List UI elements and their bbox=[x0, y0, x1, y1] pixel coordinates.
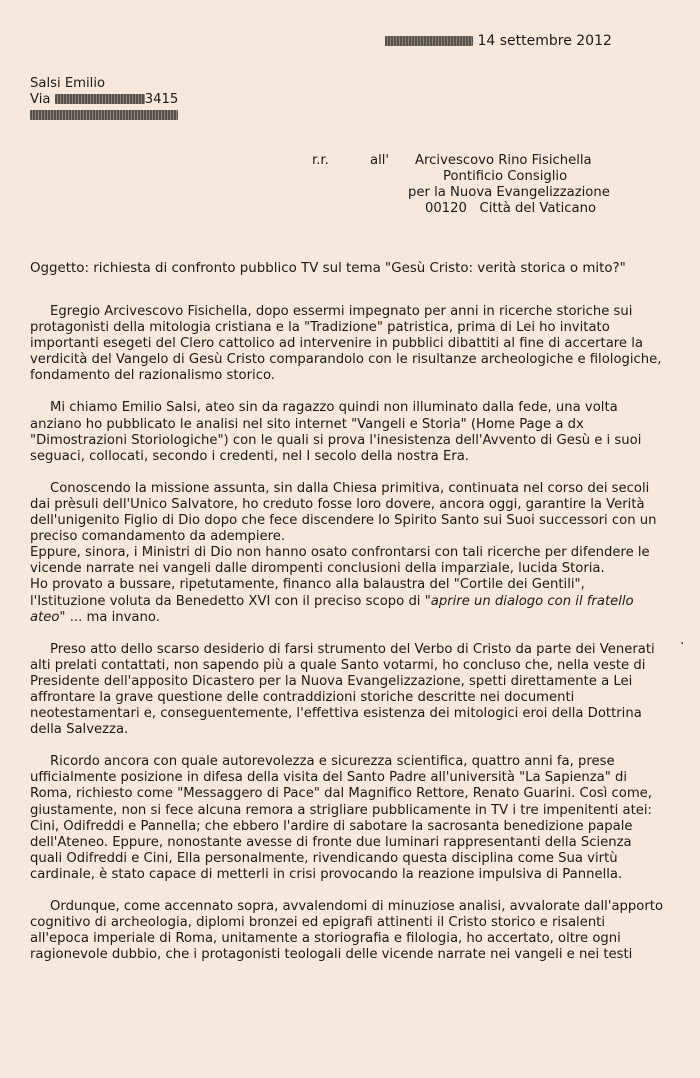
text-line: della Salvezza. bbox=[30, 722, 129, 738]
text-line: Presidente dell'apposito Dicastero per la Nuova Evangelizzazione, spetti direttamente a Lei bbox=[30, 673, 633, 689]
recipient-line-3: per la Nuova Evangelizzazione bbox=[408, 185, 610, 200]
text-line: all'epoca imperiale di Roma, unitamente a storiografia e filologia, ho accertato, oltre ogni bbox=[30, 931, 621, 947]
text-line: dai prèsuli dell'Unico Salvatore, ho creduto fosse loro dovere, ancora oggi, garantire la Verità bbox=[30, 496, 645, 512]
text-line: Ordunque, come accennato sopra, avvalendomi di minuziose analisi, avvalorate dall'apporto bbox=[50, 899, 664, 914]
redacted-street bbox=[55, 94, 145, 104]
text-line: ragionevole dubbio, che i protagonisti teologali delle vicende narrate nei vangeli e nei testi bbox=[30, 947, 633, 963]
text-line: Cini, Odifreddi e Pannella; che ebbero l'ardire di sabotare la sacrosanta benedizione papale bbox=[30, 818, 633, 834]
recipient-line-1: Arcivescovo Rino Fisichella bbox=[415, 153, 592, 168]
text-line: protagonisti della mitologia cristiana e la "Tradizione" patristica, prima di Lei ho invitato bbox=[30, 320, 610, 336]
paragraph-1 bbox=[30, 304, 670, 384]
text-line: verdicità del Vangelo di Gesù Cristo comparandolo con le risultanze archeologiche e filologiche, bbox=[30, 352, 662, 368]
date-line bbox=[385, 33, 612, 49]
text-line: Eppure, sinora, i Ministri di Dio non hanno osato confrontarsi con tali ricerche per difendere le bbox=[30, 545, 650, 561]
text-line bbox=[30, 610, 670, 626]
text-run: ... ma invano. bbox=[65, 609, 160, 625]
text-line: quali Odifreddi e Cini, Ella personalmente, rivendicando questa disciplina come Sua virtù bbox=[30, 850, 618, 866]
recipient-line-4: 00120 Città del Vaticano bbox=[425, 201, 597, 216]
paragraph-3 bbox=[30, 481, 670, 626]
text-line: fondamento del razionalismo storico. bbox=[30, 368, 275, 384]
street-number: 3415 bbox=[144, 92, 179, 107]
all-label: all' bbox=[370, 153, 390, 168]
rr-label: r.r. bbox=[312, 153, 329, 168]
italic-quote: "aprire un dialogo con il fratello bbox=[424, 593, 634, 609]
margin-mark: . bbox=[680, 632, 685, 648]
paragraph-5 bbox=[30, 754, 670, 883]
text-line: dell'unigenito Figlio di Dio dopo che fece discendere lo Spirito Santo sui Suoi successori con un bbox=[30, 513, 657, 529]
paragraph-4 bbox=[30, 642, 670, 739]
text-line: Mi chiamo Emilio Salsi, ateo sin da ragazzo quindi non illuminato dalla fede, una volta bbox=[50, 400, 618, 416]
italic-quote-end: ateo" bbox=[30, 609, 66, 625]
text-line: cardinale, è stato capace di metterli in crisi provocando la reazione impulsiva di Pannella. bbox=[30, 866, 623, 882]
redacted-city bbox=[30, 110, 178, 120]
text-line: alti prelati contattati, non sapendo più a quale Santo votarmi, ho concluso che, nella veste di bbox=[30, 657, 646, 673]
letter-body bbox=[30, 304, 670, 979]
text-line: Ricordo ancora con quale autorevolezza e sicurezza scientifica, quattro anni fa, prese bbox=[50, 754, 615, 770]
redacted-place bbox=[385, 36, 473, 46]
text-line: neotestamentari e, conseguentemente, l'effettiva esistenza dei mitologici eroi della Dottrina bbox=[30, 706, 642, 722]
text-line: anziano ho pubblicato le analisi nel sito internet "Vangeli e Storia" (Home Page a dx bbox=[30, 416, 584, 432]
text-line: importanti esegeti del Clero cattolico ad intervenire in pubblici dibattiti al fine di accertare la bbox=[30, 336, 643, 352]
text-line: ufficialmente posizione in difesa della visita del Santo Padre all'università "La Sapienza" di bbox=[30, 770, 628, 786]
text-line: preciso comandamento da adempiere. bbox=[30, 529, 286, 545]
sender-name: Salsi Emilio bbox=[30, 76, 106, 91]
text-line: Preso atto dello scarso desiderio di farsi strumento del Verbo di Cristo da parte dei Venerati bbox=[50, 641, 655, 657]
paragraph-6 bbox=[30, 899, 670, 963]
subject-line: Oggetto: richiesta di confronto pubblico TV sul tema "Gesù Cristo: verità storica o mito?" bbox=[30, 261, 626, 276]
text-line: Ho provato a bussare, ripetutamente, financo alla balaustra del "Cortile dei Gentili", bbox=[30, 577, 585, 593]
street-prefix: Via bbox=[30, 92, 51, 107]
text-line: "Dimostrazioni Storiologiche") con le quali si prova l'inesistenza dell'Avvento di Gesù e i suoi bbox=[30, 432, 642, 448]
paragraph-2 bbox=[30, 400, 670, 464]
sender-city bbox=[30, 108, 178, 124]
text-line: seguaci, collocati, secondo i credenti, nel I secolo della nostra Era. bbox=[30, 448, 469, 464]
text-line: cognitivo di archeologia, diplomi bronzei ed epigrafi attinenti il Cristo storico e risalenti bbox=[30, 915, 606, 931]
text-line: Egregio Arcivescovo Fisichella, dopo essermi impegnato per anni in ricerche storiche sui bbox=[50, 304, 633, 319]
text-line: affrontare la grave questione delle contraddizioni storiche descritte nei documenti bbox=[30, 689, 575, 705]
date-text: 14 settembre 2012 bbox=[477, 33, 612, 49]
text-run: l'Istituzione voluta da Benedetto XVI con il preciso scopo di bbox=[30, 593, 421, 609]
recipient-line-2: Pontificio Consiglio bbox=[443, 169, 568, 184]
sender-street bbox=[30, 92, 178, 108]
text-line bbox=[30, 594, 670, 610]
text-line: vicende narrate nei vangeli dalle dirompenti conclusioni della imparziale, lucida Storia. bbox=[30, 561, 605, 577]
text-line: giustamente, non si fece alcuna remora a strigliare pubblicamente in TV i tre impenitenti atei: bbox=[30, 802, 653, 818]
text-line: dell'Ateneo. Eppure, nonostante avesse di fronte due luminari rappresentanti della Scienza bbox=[30, 834, 632, 850]
text-line: Conoscendo la missione assunta, sin dalla Chiesa primitiva, continuata nel corso dei secoli bbox=[50, 480, 650, 496]
text-line: Roma, richiesto come "Messaggero di Pace" dal Magnifico Rettore, Renato Guarini. Così come, bbox=[30, 786, 652, 802]
